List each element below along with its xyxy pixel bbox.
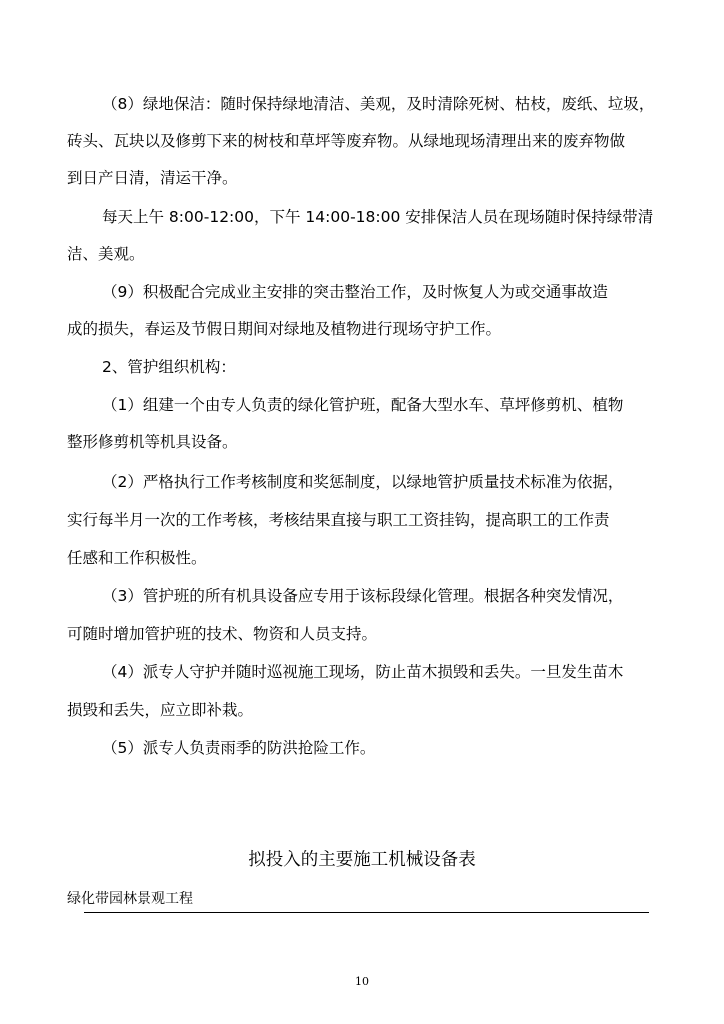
text-line: 实行每半月一次的工作考核，考核结果直接与职工工资挂钩，提高职工的工作责	[67, 511, 610, 529]
text-line: （9）积极配合完成业主安排的突击整治工作，及时恢复人为或交通事故造	[102, 283, 608, 301]
table-title: 拟投入的主要施工机械设备表	[248, 850, 476, 870]
project-name: 绿化带园林景观工程	[67, 891, 193, 907]
text-line: （1）组建一个由专人负责的绿化管护班，配备大型水车、草坪修剪机、植物	[102, 396, 624, 414]
text-line: （8）绿地保洁：随时保持绿地清洁、美观，及时清除死树、枯枝，废纸、垃圾，	[102, 95, 655, 113]
text-line: 任感和工作积极性。	[67, 549, 207, 567]
text-line: 成的损失，春运及节假日期间对绿地及植物进行现场守护工作。	[67, 320, 502, 338]
header-divider	[84, 912, 649, 913]
text-line: 洁、美观。	[67, 245, 145, 263]
text-line: 每天上午 8:00-12:00，下午 14:00-18:00 安排保洁人员在现场随时保持绿带清	[102, 208, 654, 226]
text-line: 整形修剪机等机具设备。	[67, 433, 238, 451]
text-line: （2）严格执行工作考核制度和奖惩制度，以绿地管护质量技术标准为依据，	[102, 473, 624, 491]
text-line: （3）管护班的所有机具设备应专用于该标段绿化管理。根据各种突发情况，	[102, 587, 624, 605]
section-title: 2、管护组织机构：	[102, 358, 236, 376]
text-line: 损毁和丢失，应立即补栽。	[67, 701, 254, 719]
text-line: （5）派专人负责雨季的防洪抢险工作。	[102, 739, 376, 757]
page-number: 10	[355, 975, 369, 988]
text-line: 砖头、瓦块以及修剪下来的树枝和草坪等废弃物。从绿地现场清理出来的废弃物做	[67, 132, 626, 150]
text-line: 可随时增加管护班的技术、物资和人员支持。	[67, 625, 378, 643]
text-line: 到日产日清，清运干净。	[67, 169, 238, 187]
text-line: （4）派专人守护并随时巡视施工现场，防止苗木损毁和丢失。一旦发生苗木	[102, 663, 624, 681]
